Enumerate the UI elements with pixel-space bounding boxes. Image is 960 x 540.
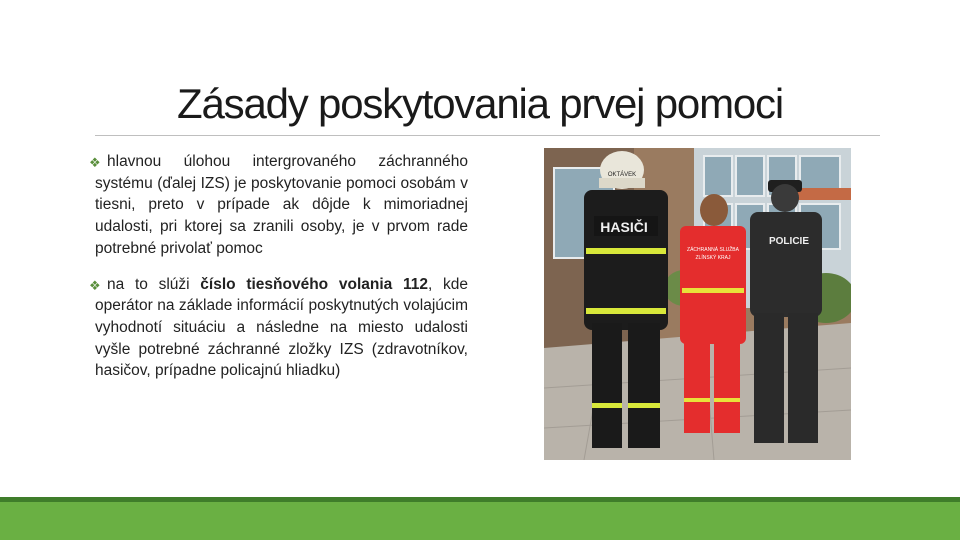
- helmet-text: OKTÁVEK: [607, 172, 637, 178]
- bottom-accent-bar: [0, 497, 960, 540]
- bottom-accent-bar-edge: [0, 497, 960, 502]
- rescue-workers-illustration: [544, 148, 851, 460]
- bullet-text-after: , kde operátor na základe informácií poskytnutých volajúcim vyhodnotí situáciu a následne na miesto udalosti vyšle potrebné záchranné zložky IZS (zdravotníkov, hasičov, prípadne policajnú hliadku): [95, 275, 468, 380]
- bullet-list: [90, 151, 468, 396]
- paramedic-label-line2: ZLÍNSKÝ KRAJ: [695, 255, 731, 261]
- emergency-number-text: číslo tiesňového volania 112: [200, 275, 428, 293]
- slide-title: Zásady poskytovania prvej pomoci: [177, 80, 783, 127]
- police-label: POLICIE: [768, 236, 810, 247]
- rescue-services-photo: [544, 148, 851, 460]
- firefighter-label: HASIČI: [600, 219, 648, 235]
- diamond-bullet-icon: ❖: [89, 277, 101, 293]
- bullet-text: hlavnou úlohou intergrovaného záchranného systému (ďalej IZS) je poskytovanie pomoci osobám v tiesni, preto v prípade ak dôjde k mimoriadnej udalosti, pri ktorej sa zranili osoby, je v prvom rade potrebné privolať pomoc: [95, 153, 468, 257]
- bullet-item: [90, 151, 468, 260]
- bullet-item: [90, 274, 468, 383]
- title-divider: [95, 135, 880, 136]
- diamond-bullet-icon: ❖: [89, 155, 101, 170]
- paramedic-label-line1: ZÁCHRANNÁ SLUŽBA: [687, 247, 739, 253]
- bullet-text-before: na to slúži: [107, 275, 201, 293]
